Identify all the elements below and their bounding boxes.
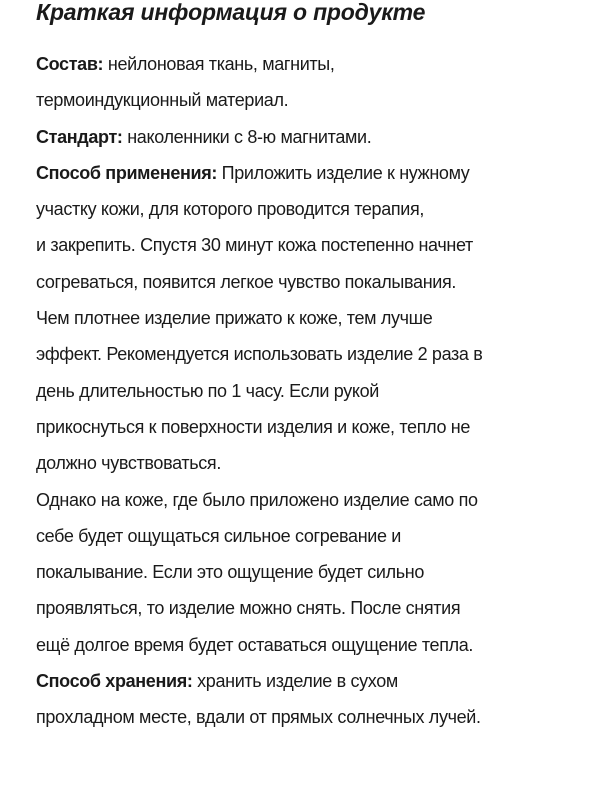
usage-line-6: эффект. Рекомендуется использовать изделие 2 раза в (36, 344, 483, 365)
usage-line-8: прикоснуться к поверхности изделия и коже, тепло не (36, 416, 471, 437)
usage-line-4: согреваться, появится легкое чувство покалывания. (36, 271, 457, 292)
usage-line-3: и закрепить. Спустя 30 минут кожа постепенно начнет (36, 235, 473, 256)
usage-text: Приложить изделие к нужному (217, 162, 470, 183)
usage-line-7: день длительностью по 1 часу. Если рукой (36, 380, 379, 401)
storage-line-2: прохладном месте, вдали от прямых солнечных лучей. (36, 707, 481, 728)
storage-label: Способ хранения: (36, 671, 193, 692)
note-line-1: Однако на коже, где было приложено изделие само по (36, 489, 478, 510)
storage-text: хранить изделие в сухом (192, 671, 398, 692)
composition-text: нейлоновая ткань, магниты, (103, 54, 335, 74)
usage-line-5: Чем плотнее изделие прижато к коже, тем лучше (36, 308, 433, 329)
composition-line-2: термоиндукционный материал. (36, 90, 289, 111)
note-line-3: покалывание. Если это ощущение будет сильно (36, 562, 425, 583)
usage-label: Способ применения: (36, 162, 218, 183)
note-line-4: проявляться, то изделие можно снять. После снятия (36, 598, 461, 619)
standard-line-1 (36, 119, 606, 155)
composition-label: Состав: (36, 54, 104, 74)
usage-line-2: участку кожи, для которого проводится терапия, (36, 199, 425, 220)
storage-line-1 (36, 663, 606, 699)
standard-text: наколенники с 8-ю магнитами. (122, 126, 372, 147)
note-line-5: ещё долгое время будет оставаться ощущение тепла. (36, 634, 474, 655)
composition-line-1 (36, 46, 606, 82)
usage-line-9: должно чувствоваться. (36, 453, 221, 474)
product-description (36, 46, 606, 736)
usage-line-1 (36, 155, 606, 191)
standard-label: Стандарт: (36, 126, 123, 147)
note-line-2: себе будет ощущаться сильное согревание и (36, 525, 402, 546)
page-title: Краткая информация о продукте (36, 0, 426, 25)
